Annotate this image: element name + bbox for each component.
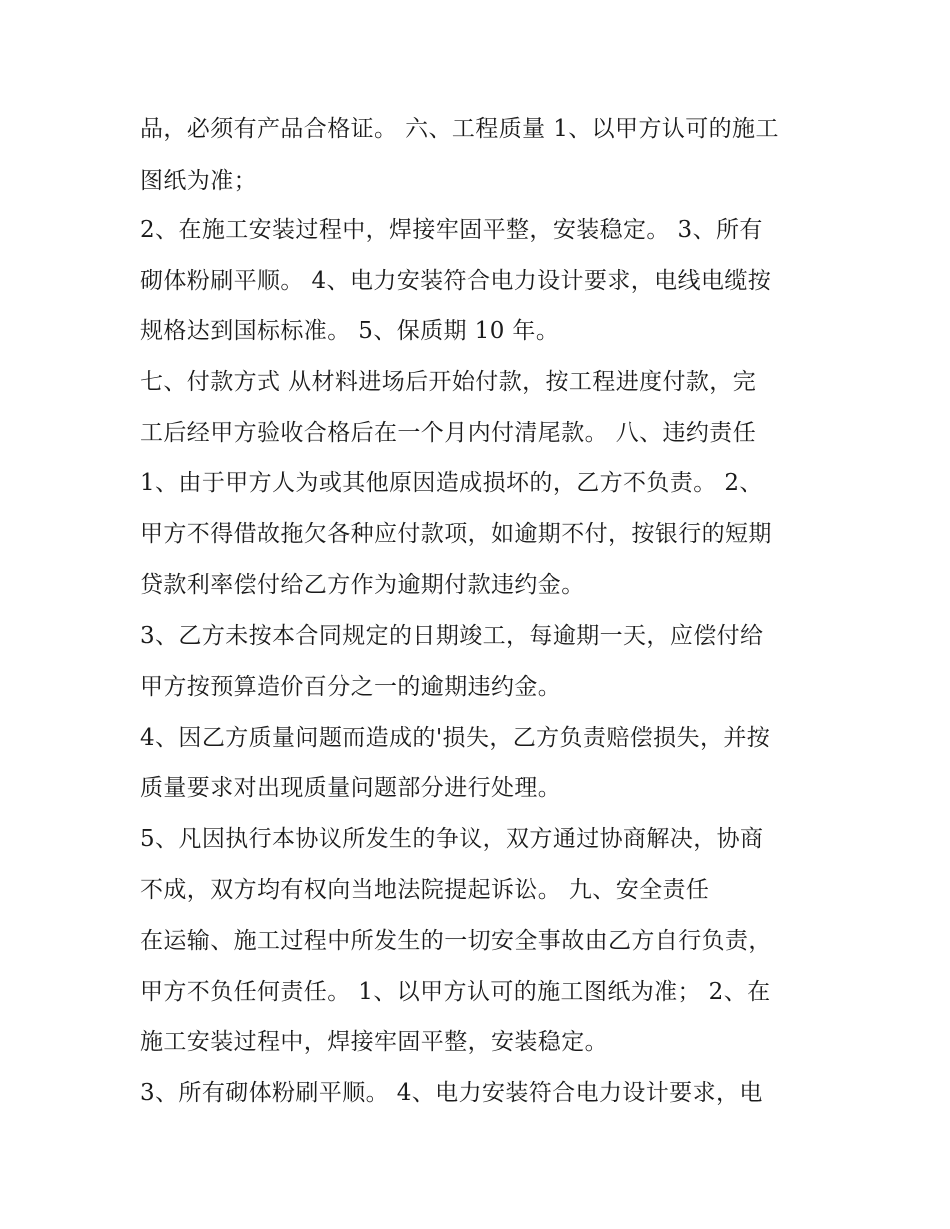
text-line: 砌体粉刷平顺。 4、电力安装符合电力设计要求，电线电缆按: [140, 268, 772, 294]
text-line: 不成，双方均有权向当地法院提起诉讼。 九、安全责任: [140, 877, 710, 903]
text-line: 5、凡因执行本协议所发生的争议，双方通过协商解决，协商: [140, 826, 764, 852]
text-line: 甲方按预算造价百分之一的逾期违约金。: [140, 674, 562, 700]
text-line: 施工安装过程中，焊接牢固平整，安装稳定。: [140, 1029, 608, 1055]
text-line: 质量要求对出现质量问题部分进行处理。: [140, 775, 562, 801]
text-line: 3、所有砌体粉刷平顺。 4、电力安装符合电力设计要求，电: [140, 1080, 763, 1106]
text-line: 3、乙方未按本合同规定的日期竣工，每逾期一天，应偿付给: [140, 623, 764, 649]
text-line: 图纸为准；: [140, 168, 257, 194]
text-line: 在运输、施工过程中所发生的一切安全事故由乙方自行负责，: [140, 928, 772, 954]
text-line: 七、付款方式 从材料进场后开始付款，按工程进度付款，完: [140, 369, 757, 395]
text-line: 甲方不得借故拖欠各种应付款项，如逾期不付，按银行的短期: [140, 521, 772, 547]
text-line: 工后经甲方验收合格后在一个月内付清尾款。 八、违约责任: [140, 420, 757, 446]
text-line: 1、由于甲方人为或其他原因造成损坏的，乙方不负责。 2、: [140, 470, 763, 496]
text-line: 2、在施工安装过程中，焊接牢固平整，安装稳定。 3、所有: [140, 217, 763, 243]
text-line: 4、因乙方质量问题而造成的'损失，乙方负责赔偿损失，并按: [140, 725, 771, 751]
text-line: 甲方不负任何责任。 1、以甲方认可的施工图纸为准； 2、在: [140, 979, 771, 1005]
text-line: 规格达到国标标准。 5、保质期 10 年。: [140, 318, 560, 344]
text-line: 贷款利率偿付给乙方作为逾期付款违约金。: [140, 572, 585, 598]
text-line: 品，必须有产品合格证。 六、工程质量 1、以甲方认可的施工: [140, 116, 779, 142]
